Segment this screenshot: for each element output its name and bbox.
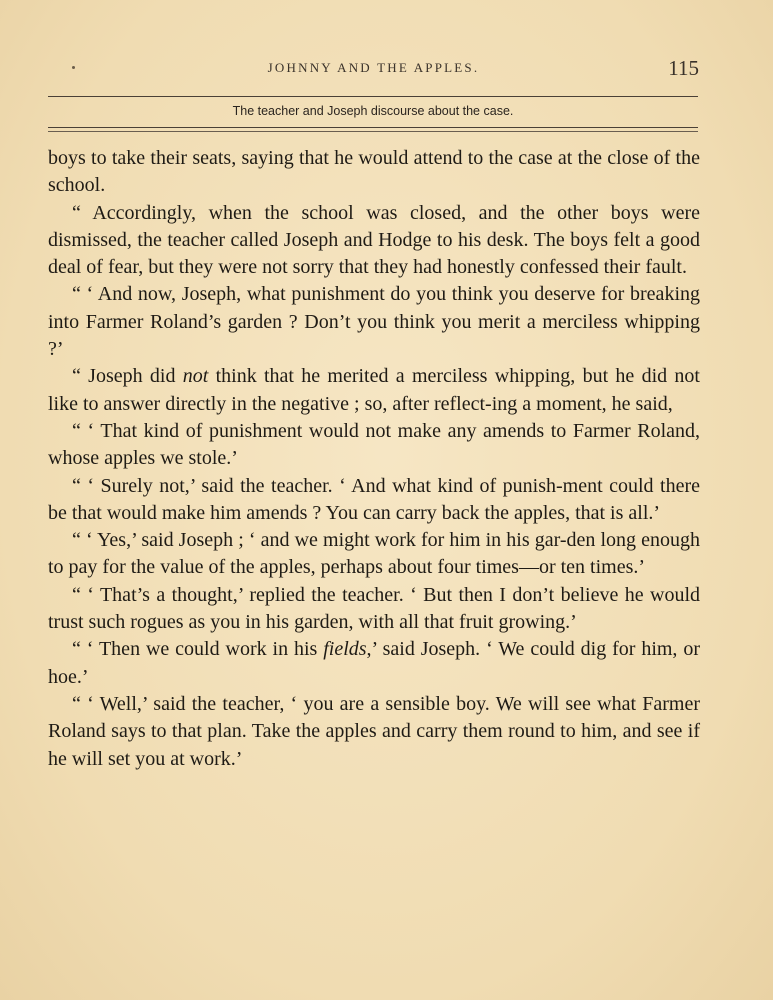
emphasis-text: not <box>182 365 209 388</box>
paragraph-text: ,’ said Joseph. ‘ We could dig for him, or hoe.’ <box>48 638 700 688</box>
paragraph <box>48 200 700 282</box>
paragraph-text: “ ‘ Then we could work in his <box>72 638 324 661</box>
paragraph-text: “ ‘ That’s a thought,’ replied the teacher. ‘ But then I don’t believe he would trust such rogues as you in his garden, with all that fruit growing.’ <box>48 583 700 634</box>
body-text <box>48 145 700 773</box>
paragraph-text: “ ‘ Well,’ said the teacher, ‘ you are a sensible boy. We will see what Farmer Roland says to that plan. Take the apples and carry them round to him, and see if he will set you at work.’ <box>48 692 700 770</box>
running-title: JOHNNY AND THE APPLES. <box>267 60 480 75</box>
page-number: 115 <box>668 56 699 80</box>
paragraph-text: “ Accordingly, when the school was closed, and the other boys were dismissed, the teacher called Joseph and Hodge to his desk. The boys felt a good deal of fear, but they were not sorry that they had honestly confessed their fault. <box>48 201 700 279</box>
paragraph <box>48 691 700 773</box>
paragraph <box>48 418 700 473</box>
paragraph <box>48 281 700 363</box>
page-subheading: The teacher and Joseph discourse about the case. <box>232 104 514 118</box>
paragraph-text: “ ‘ Surely not,’ said the teacher. ‘ And what kind of punish-ment could there be that would make him amends ? You can carry back the apples, that is all.’ <box>48 474 700 524</box>
emphasis-text: fields <box>323 638 367 661</box>
paragraph-text: think that he merited a merciless whipping, but he did not like to answer directly in the negative ; so, after reflect-ing a moment, he said, <box>48 365 700 415</box>
header-rule-bottom <box>48 127 698 128</box>
paragraph <box>48 636 700 691</box>
paragraph <box>48 473 700 528</box>
paragraph <box>48 145 700 200</box>
paragraph <box>48 363 700 418</box>
paragraph-text: “ ‘ Yes,’ said Joseph ; ‘ and we might work for him in his gar-den long enough to pay for the value of the apples, perhaps about four times—or ten times.’ <box>48 529 700 579</box>
paragraph-text: “ Joseph did <box>72 365 183 388</box>
header-rule-bottom-thin <box>48 131 698 132</box>
paragraph <box>48 582 700 637</box>
paragraph-text: “ ‘ And now, Joseph, what punishment do you think you deserve for breaking into Farmer Roland’s garden ? Don’t you think you merit a merciless whipping ?’ <box>48 283 700 361</box>
paragraph-text: “ ‘ That kind of punishment would not make any amends to Farmer Roland, whose apples we stole.’ <box>48 419 700 470</box>
paragraph-text: boys to take their seats, saying that he would attend to the case at the close of the school. <box>48 147 700 197</box>
paragraph <box>48 527 700 582</box>
header-rule-top <box>48 96 698 97</box>
